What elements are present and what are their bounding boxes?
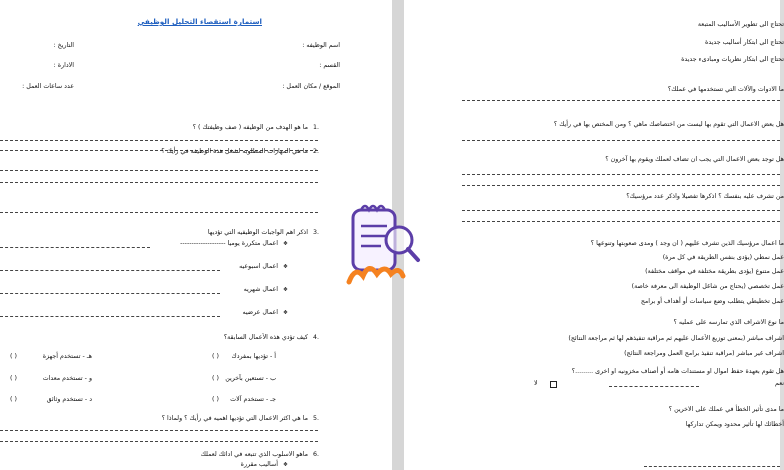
q4-option-machines: جـ - تستخدم آلات bbox=[230, 396, 276, 403]
subs-item-planning: عمل تخطيطي يتطلب وضع سياسات أو أهداف أو برامج bbox=[640, 298, 784, 305]
type-item-indirect: اشراف غير مباشر (مراقبة تنفيذ برامج العمل ومراجعة النتائج) bbox=[624, 350, 784, 357]
q4-option-documents: د - تستخدم وثائق bbox=[46, 396, 92, 403]
custody-no-checkbox[interactable] bbox=[550, 381, 557, 388]
answer-line bbox=[0, 441, 318, 442]
subs-item-routine: عمل نمطي (يؤدى بنفس الطريقة في كل مرة) bbox=[662, 254, 784, 261]
answer-line bbox=[0, 293, 220, 294]
q3-item-occasional: اعمال عرضيه bbox=[242, 309, 278, 316]
answer-line bbox=[644, 466, 780, 467]
q-other-tasks-text: هل بعض الاعمال التي تقوم بها ليست من اختصاصك ماهي ؟ ومن المختص بها في رأيك ؟ bbox=[553, 121, 784, 128]
q4-option-equipment: و - تستخدم معدات bbox=[42, 375, 92, 382]
q-errors-text: ما مدى تأثير الخطأ في عملك على الاخرين ؟ bbox=[668, 406, 784, 413]
diamond-bullet-icon: ❖ bbox=[283, 264, 288, 270]
q4-paren[interactable]: ( ) bbox=[212, 375, 219, 382]
q6-text: ماهو الاسلوب الذي تتبعه في ادائك لعملك bbox=[200, 451, 308, 458]
q-custody-text: هل تقوم بعهدة حفظ اموال او مستندات هامه أو أصناف مخزونيه او اخرى .........؟ bbox=[571, 368, 784, 375]
type-item-direct: اشراف مباشر (بمعنى توزيع الأعمال عليهم ثم مراقبة تنفيذهم لها ثم مراجعة النتائج) bbox=[568, 335, 784, 342]
q5-number: 5. bbox=[313, 415, 320, 422]
answer-line bbox=[0, 270, 220, 271]
q-subordinates-text: ما اعمال مرؤسيك الذين تشرف عليهم ( ان وجد ) ومدى صعوبتها وتنوعها ؟ bbox=[590, 240, 784, 247]
subs-item-specialized: عمل تخصصي (يحتاج من شاغل الوظيفة الى معرفة خاصة) bbox=[631, 283, 784, 290]
watermark-logo-icon bbox=[343, 200, 423, 290]
q6-item: أساليب مقررة bbox=[240, 461, 278, 468]
answer-line bbox=[0, 430, 318, 431]
q1-text: ما هو الهدف من الوظيفه ( صف وظيفتك ) ؟ bbox=[192, 124, 308, 131]
q2-number: 2. bbox=[313, 148, 320, 155]
diamond-bullet-icon: ❖ bbox=[283, 310, 288, 316]
custody-yes-label: نعم bbox=[775, 380, 784, 387]
q5-text: ما هي اكثر الاعمال التي تؤديها اهميه في رأيك ؟ ولماذا ؟ bbox=[161, 415, 308, 422]
q3-item-daily: اعمال متكررة يوميا -------------------- bbox=[180, 240, 278, 247]
q4-option-others: ب - تستعين بآخرين bbox=[225, 375, 276, 382]
diamond-bullet-icon: ❖ bbox=[283, 241, 288, 247]
subs-item-varied: عمل متنوع (يؤدى بطريقة مختلفة في مواقف مختلفة) bbox=[645, 268, 784, 275]
diamond-bullet-icon: ❖ bbox=[283, 287, 288, 293]
location-label: الموقع / مكان العمل : bbox=[282, 83, 340, 90]
q1-number: 1. bbox=[313, 124, 320, 131]
diamond-bullet-icon: ❖ bbox=[283, 462, 288, 468]
q-tools-text: ما الادوات والألات التي تستخدمها في عملك؟ bbox=[667, 86, 784, 93]
q3-item-monthly: اعمال شهريه bbox=[243, 286, 278, 293]
q4-paren[interactable]: ( ) bbox=[10, 396, 17, 403]
dept-label: القسم : bbox=[319, 62, 340, 69]
form-title: استمارة استقصاء التحليل الوظيفي bbox=[137, 17, 262, 26]
right-page bbox=[404, 0, 784, 470]
answer-line bbox=[0, 182, 318, 183]
hours-label: عدد ساعات العمل : bbox=[22, 83, 74, 90]
q4-paren[interactable]: ( ) bbox=[10, 375, 17, 382]
option-new-theories: تحتاج الى ابتكار نظريات ومبادىء جديدة bbox=[681, 56, 784, 63]
q4-number: 4. bbox=[313, 334, 320, 341]
answer-line bbox=[0, 140, 318, 141]
q-add-tasks-text: هل توجد بعض الاعمال التي يجب ان تضاف لعملك ويقوم بها آخرون ؟ bbox=[605, 156, 784, 163]
job-name-label: اسم الوظيفه : bbox=[302, 42, 340, 49]
errors-item-limited: أخطائك لها تأثير محدود ويمكن تداركها bbox=[685, 421, 784, 428]
answer-line bbox=[0, 247, 150, 248]
q4-paren[interactable]: ( ) bbox=[10, 353, 17, 360]
q3-text: اذكر اهم الواجبات الوظيفيه التي تؤديها bbox=[207, 229, 308, 236]
q2-text: ما هي المهارات المطلوبه لشغل هذة الوظيفه في رأيك ؟ bbox=[161, 148, 308, 155]
date-label: التاريخ : bbox=[53, 42, 74, 49]
answer-line bbox=[462, 185, 780, 186]
answer-line bbox=[0, 212, 318, 213]
answer-line bbox=[0, 316, 220, 317]
q4-option-alone: أ - تؤديها بمفردك bbox=[231, 353, 276, 360]
q-supervision-type-text: ما نوع الاشراف الذي تمارسه على عمليه ؟ bbox=[673, 319, 784, 326]
custody-no-label: لا bbox=[534, 380, 538, 387]
q4-paren[interactable]: ( ) bbox=[212, 396, 219, 403]
answer-line bbox=[462, 100, 780, 101]
q-supervise-text: من تشرف عليه بنفسك ؟ اذكرها تفصيلا واذكر عدد مرؤسيك؟ bbox=[626, 193, 784, 200]
answer-line bbox=[0, 170, 318, 171]
q4-option-devices: هـ - تستخدم أجهزة bbox=[42, 353, 92, 360]
q4-paren[interactable]: ( ) bbox=[212, 353, 219, 360]
q3-item-weekly: اعمال اسبوعيه bbox=[239, 263, 278, 270]
answer-line bbox=[462, 221, 780, 222]
answer-line bbox=[462, 210, 780, 211]
q4-text: كيف تؤدي هذه الأعمال السابقة؟ bbox=[223, 334, 308, 341]
q3-number: 3. bbox=[313, 229, 320, 236]
option-new-methods: تحتاج الى ابتكار أساليب جديدة bbox=[705, 39, 784, 46]
admin-label: الادارة : bbox=[53, 62, 74, 69]
answer-line bbox=[609, 386, 699, 387]
answer-line bbox=[462, 140, 780, 141]
answer-line bbox=[462, 174, 780, 175]
q6-number: 6. bbox=[313, 451, 320, 458]
option-develop-methods: تحتاج الى تطوير الأساليب المتبعة bbox=[697, 21, 784, 28]
